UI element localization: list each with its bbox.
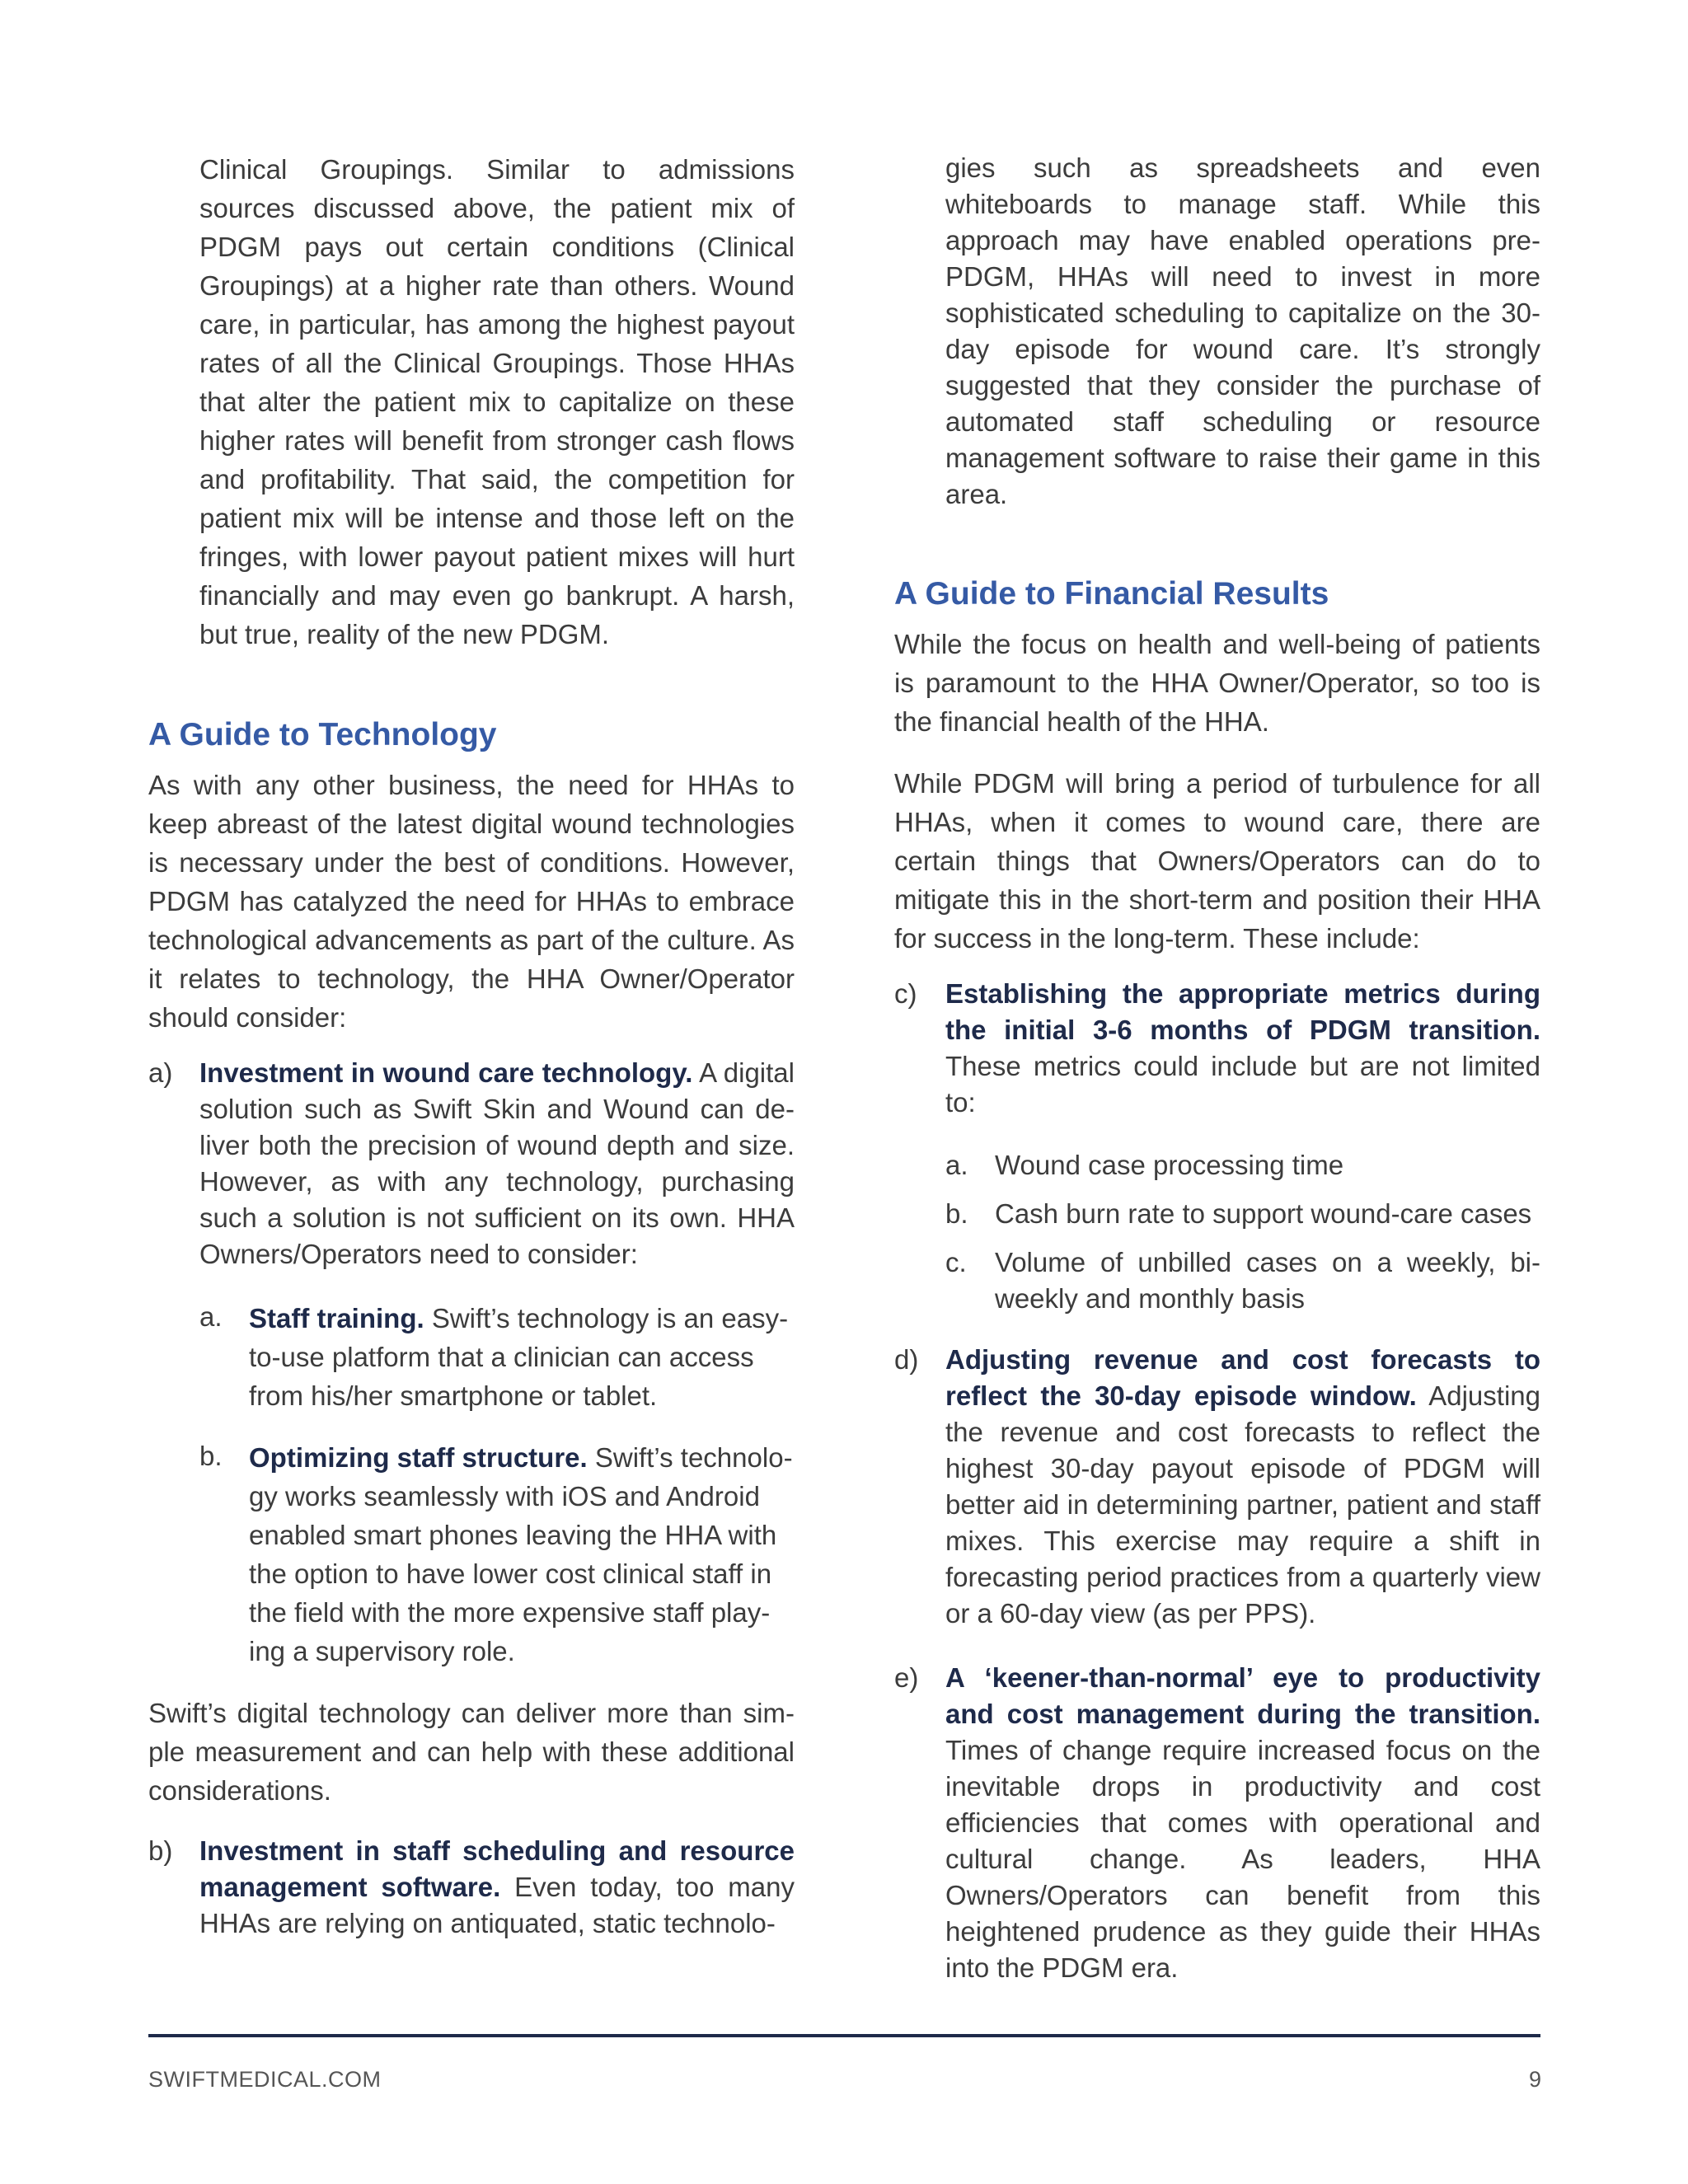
metric-item	[894, 1147, 1540, 1183]
list-item-text: These metrics could include but are not limited to:	[945, 1051, 1540, 1118]
financial-heading: A Guide to Financial Results	[894, 576, 1329, 612]
list-item-title: Adjusting revenue and cost forecasts to reflect the 30-day episode window.	[945, 1344, 1540, 1411]
metric-text: Volume of unbilled cases on a weekly, bi-weekly and monthly basis	[995, 1247, 1540, 1314]
sub-list-marker: b.	[199, 1441, 223, 1471]
sub-item-text: Swift’s technology is an easy-to-use platform that a clinician can access from his/her smartphone or tablet.	[249, 1303, 789, 1411]
list-item-c	[894, 976, 1540, 1121]
list-marker: c)	[894, 978, 917, 1009]
list-item-b	[148, 1833, 795, 1942]
list-item-text: Even today, too many HHAs are relying on antiquated, static technolo-	[199, 1872, 795, 1938]
list-item-title: Investment in wound care technology.	[199, 1057, 693, 1088]
list-item-text: Adjusting the revenue and cost forecasts to reflect the highest 30-day payout episode of PDGM will better aid in determining partner, patient and staff mixes. This exercise may require a shift in forecasting period practices from a quarterly view or a 60-day view (as per PPS).	[945, 1380, 1540, 1629]
financial-paragraph-2: While PDGM will bring a period of turbulence for all HHAs, when it comes to wound care, there are certain things that Owners/Operators can do to mitigate this in the short-term and position their HHA for success in the long-term. These include:	[894, 768, 1540, 954]
continued-paragraph: gies such as spreadsheets and even whiteboards to manage staff. While this approach may have enabled operations pre-PDGM, HHAs will need to invest in more sophisticated scheduling to capitalize on the 30-day episode for wound care. It’s strongly suggested that they consider the purchase of automated staff scheduling or resource management software to raise their game in this area.	[945, 152, 1540, 509]
list-item-d	[894, 1342, 1540, 1632]
list-marker: b)	[148, 1835, 173, 1866]
intro-paragraph: Clinical Groupings. Similar to admissions sources discussed above, the patient mix of PDGM pays out certain conditions (Clinical Groupings) at a higher rate than others. Wound care, in particular, has among the highest payout rates of all the Clinical Groupings. Those HHAs that alter the patient mix to capitalize on these higher rates will benefit from stronger cash flows and profitability. That said, the competition for patient mix will be intense and those left on the fringes, with lower payout patient mixes will hurt financially and may even go bankrupt. A harsh, but true, reality of the new PDGM.	[199, 154, 795, 649]
list-marker: e)	[894, 1662, 919, 1693]
footer-site: SWIFTMEDICAL.COM	[148, 2067, 382, 2092]
list-item-title: Establishing the appropriate metrics during the initial 3-6 months of PDGM transition.	[945, 978, 1540, 1045]
sub-list-marker: a.	[199, 1301, 223, 1332]
list-item-title: Investment in staff scheduling and resource management software.	[199, 1835, 795, 1902]
sub-list-marker: b.	[945, 1198, 968, 1229]
sub-item-title: Optimizing staff structure.	[249, 1442, 588, 1473]
list-item-text: A digital solution such as Swift Skin and Wound can deliver both the precision of wound depth and size. However, as with any technology, purchasing such a solution is not sufficient on its own. HHA Owners/Operators need to consider:	[199, 1057, 795, 1269]
sub-item-staff-structure	[148, 1438, 795, 1671]
list-item-text: Times of change require increased focus on the inevitable drops in productivity and cost efficiencies that comes with operational and cultural change. As leaders, HHA Owners/Operators can benefit from this heightened prudence as they guide their HHAs into the PDGM era.	[945, 1735, 1540, 1983]
metric-item	[894, 1244, 1540, 1317]
list-item-e	[894, 1660, 1540, 1986]
financial-paragraph-1: While the focus on health and well-being of patients is paramount to the HHA Owner/Operator, so too is the financial health of the HHA.	[894, 629, 1540, 737]
right-column	[894, 150, 1540, 1986]
technology-paragraph: As with any other business, the need for HHAs to keep abreast of the latest digital wound technologies is necessary under the best of conditions. However, PDGM has catalyzed the need for HHAs to embrace technological advancements as part of the culture. As it relates to technology, the HHA Owner/Operator should consider:	[148, 770, 795, 1033]
sub-item-title: Staff training.	[249, 1303, 424, 1333]
list-item-title: A ‘keener-than-normal’ eye to productivity and cost management during the transition.	[945, 1662, 1540, 1729]
list-marker: a)	[148, 1057, 173, 1088]
sub-item-staff-training	[148, 1299, 795, 1415]
technology-heading: A Guide to Technology	[148, 717, 497, 752]
list-item-a	[148, 1055, 795, 1272]
sub-list-marker: a.	[945, 1150, 968, 1180]
sub-item-text: Swift’s technology works seamlessly with iOS and Android enabled smart phones leaving the HHA with the option to have lower cost clinical staff in the field with the more expensive staff playing a supervisory role.	[249, 1442, 793, 1666]
left-column	[148, 150, 795, 1942]
swift-paragraph: Swift’s digital technology can deliver more than simple measurement and can help with these additional considerations.	[148, 1698, 795, 1806]
footer-divider	[148, 2034, 1540, 2037]
list-marker: d)	[894, 1344, 919, 1375]
metric-text: Cash burn rate to support wound-care cases	[995, 1198, 1532, 1229]
metric-item	[894, 1196, 1540, 1232]
page-number: 9	[1528, 2067, 1541, 2092]
metric-text: Wound case processing time	[995, 1150, 1344, 1180]
sub-list-marker: c.	[945, 1247, 967, 1277]
